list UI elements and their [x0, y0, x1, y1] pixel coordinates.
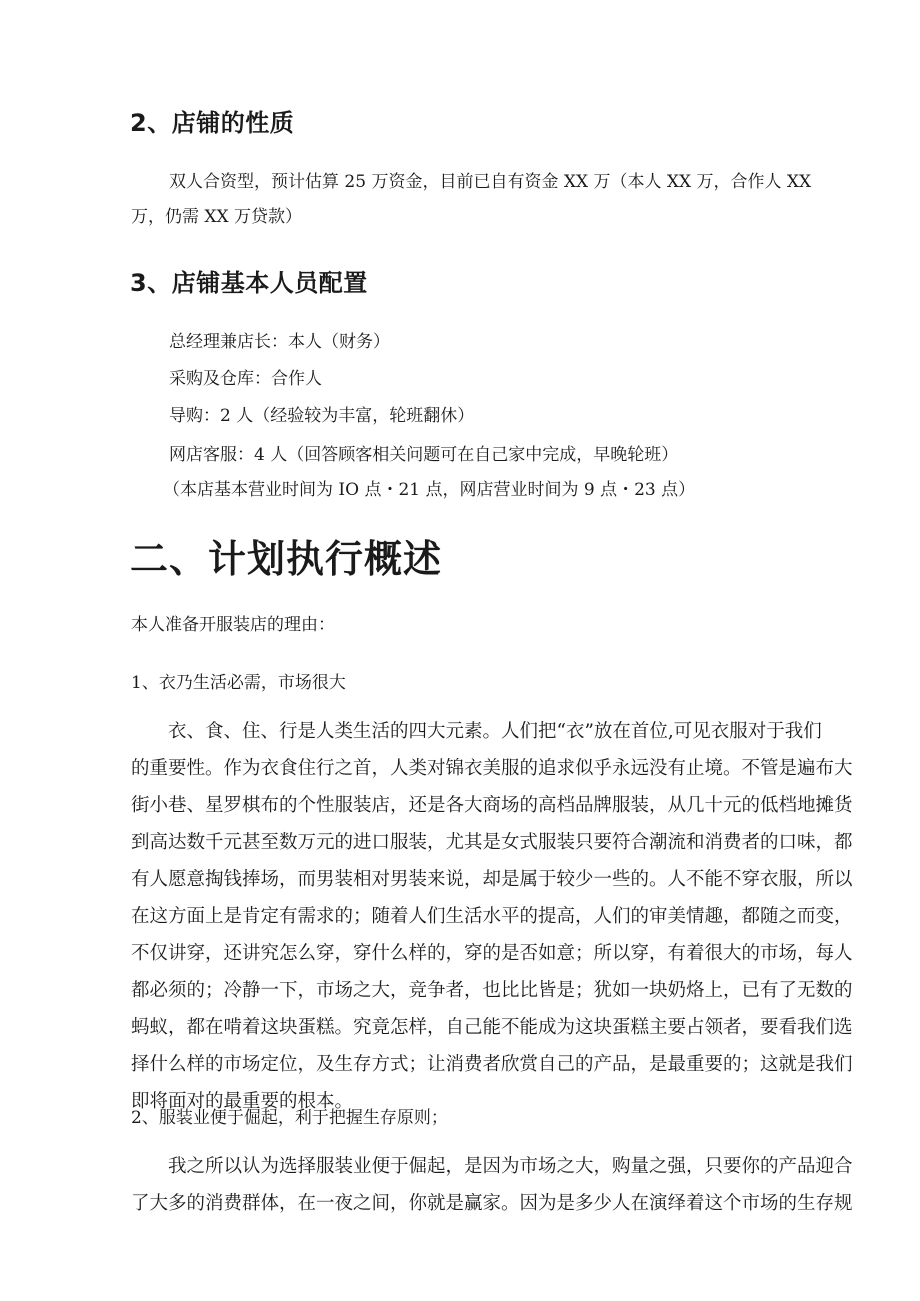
reason-1-line: 不仅讲穿，还讲究怎么穿，穿什么样的，穿的是否如意；所以穿，有着很大的市场，每人 — [131, 943, 853, 964]
reason-1-line: 街小巷、星罗棋布的个性服装店，还是各大商场的高档品牌服装，从几十元的低档地摊货 — [131, 795, 853, 816]
reason-1-line: 到高达数千元甚至数万元的进口服装，尤其是女式服装只要符合潮流和消费者的口味，都 — [131, 832, 853, 853]
reason-2-line: 了大多的消费群体，在一夜之间，你就是赢家。因为是多少人在演绎着这个市场的生存规 — [131, 1193, 853, 1214]
staff-item-sales-guide: 导购：2 人（经验较为丰富，轮班翻休） — [169, 406, 475, 426]
staff-item-purchasing: 采购及仓库：合作人 — [169, 369, 322, 389]
reason-2-line: 我之所以认为选择服装业便于倔起，是因为市场之大，购量之强，只要你的产品迎合 — [168, 1156, 853, 1177]
reason-1-line: 在这方面上是肯定有需求的；随着人们生活水平的提高，人们的审美情趣，都随之而变， — [131, 906, 853, 927]
reason-2-heading: 2、服装业便于倔起，利于把握生存原则； — [131, 1108, 448, 1128]
reason-1-line: 都必须的；冷静一下，市场之大，竞争者，也比比皆是；犹如一块奶烙上，已有了无数的 — [131, 980, 853, 1001]
reason-1-line: 择什么样的市场定位，及生存方式；让消费者欣赏自己的产品，是最重要的；这就是我们 — [131, 1054, 853, 1075]
reason-1-paragraph — [131, 713, 853, 1120]
reason-1-line: 有人愿意掏钱捧场，而男装相对男装来说，却是属于较少一些的。人不能不穿衣服，所以 — [131, 869, 853, 890]
store-nature-line-1: 双人合资型，预计估算 25 万资金，目前已自有资金 XX 万（本人 XX 万，合作人 XX — [169, 172, 812, 192]
staff-item-manager: 总经理兼店长：本人（财务） — [169, 332, 390, 352]
staff-item-business-hours: （本店基本营业时间为 IO 点・21 点，网店营业时间为 9 点・23 点） — [163, 480, 696, 500]
reason-1-line: 蚂蚁，都在啃着这块蛋糕。究竟怎样，自己能不能成为这块蛋糕主要占领者，要看我们选 — [131, 1017, 853, 1038]
reason-1-line: 衣、食、住、行是人类生活的四大元素。人们把“衣”放在首位,可见衣服对于我们 — [168, 721, 822, 742]
staff-item-online-service: 网店客服：4 人（回答顾客相关问题可在自己家中完成，早晚轮班） — [169, 445, 679, 465]
reason-1-line: 的重要性。作为衣食住行之首，人类对锦衣美服的追求似乎永远没有止境。不管是遍布大 — [131, 758, 853, 779]
reason-2-paragraph — [131, 1148, 853, 1222]
plan-intro: 本人准备开服装店的理由： — [131, 615, 335, 635]
store-nature-line-2: 万，仍需 XX 万贷款） — [131, 207, 303, 227]
chapter-title-plan-overview: 二、计划执行概述 — [130, 537, 443, 581]
reason-1-heading: 1、衣乃生活必需，市场很大 — [131, 673, 346, 693]
section-heading-store-nature: 2、店铺的性质 — [130, 109, 295, 137]
section-heading-staff-config: 3、店铺基本人员配置 — [130, 269, 368, 297]
reason-1-line: 即将面对的最重要的根本。 — [131, 1091, 354, 1112]
